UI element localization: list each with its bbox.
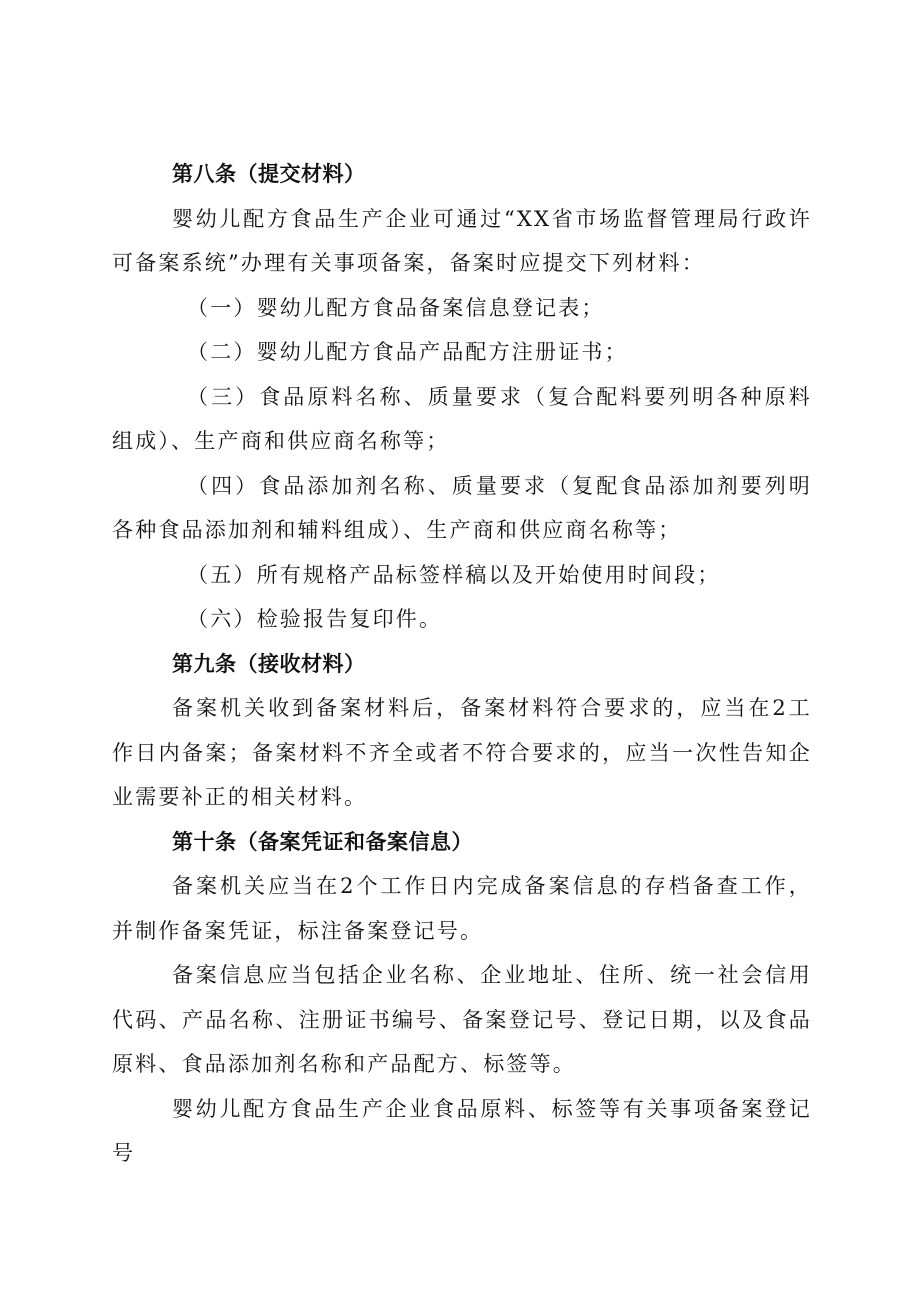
document-body — [112, 152, 812, 1176]
article-8-item-5: （五）所有规格产品标签样稿以及开始使用时间段； — [187, 562, 721, 587]
article-8-item-6: （六）检验报告复印件。 — [187, 607, 443, 631]
article-10-paragraph-2: 备案信息应当包括企业名称、企业地址、住所、统一社会信用代码、产品名称、注册证书编号、备案登记号、登记日期，以及食品原料、食品添加剂名称和产品配方、标签等。 — [112, 963, 812, 1076]
article-10-paragraph-3: 婴幼儿配方食品生产企业食品原料、标签等有关事项备案登记号 — [112, 1096, 812, 1165]
article-8-item-3: （三）食品原料名称、质量要求（复合配料要列明各种原料组成）、生产商和供应商名称等； — [112, 384, 812, 453]
article-10-paragraph-1: 备案机关应当在2个工作日内完成备案信息的存档备查工作，并制作备案凭证，标注备案登记号。 — [112, 874, 812, 943]
article-9-heading: 第九条（接收材料） — [172, 651, 366, 676]
article-8-heading: 第八条（提交材料） — [172, 162, 366, 186]
article-9-body: 备案机关收到备案材料后，备案材料符合要求的，应当在2工作日内备案；备案材料不齐全或者不符合要求的，应当一次性告知企业需要补正的相关材料。 — [112, 696, 812, 809]
article-10-heading: 第十条（备案凭证和备案信息） — [172, 829, 473, 854]
article-8-intro: 婴幼儿配方食品生产企业可通过“XX省市场监督管理局行政许可备案系统”办理有关事项备案，备案时应提交下列材料： — [112, 206, 812, 275]
article-8-item-2: （二）婴幼儿配方食品产品配方注册证书； — [187, 340, 628, 364]
article-8-item-1: （一）婴幼儿配方食品备案信息登记表； — [187, 295, 605, 320]
article-8-item-4: （四）食品添加剂名称、质量要求（复配食品添加剂要列明各种食品添加剂和辅料组成）、生产商和供应商名称等； — [112, 473, 812, 542]
